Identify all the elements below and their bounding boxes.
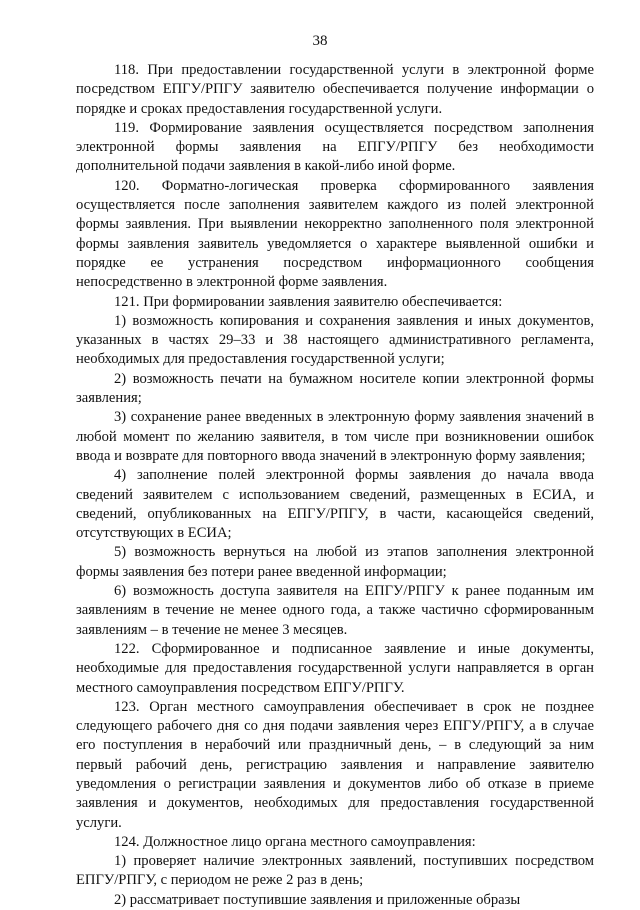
paragraph-122: 122. Сформированное и подписанное заявление и иные документы, необходимые для предоставления государственной услуги направляется в орган местного самоуправления посредством ЕПГУ/РПГУ. (76, 640, 594, 696)
paragraph-118: 118. При предоставлении государственной услуги в электронной форме посредством ЕПГУ/РПГУ заявителю обеспечивается получение информации о порядке и сроках предоставления государственной услуги. (76, 62, 594, 117)
list-item-124-1: 1) проверяет наличие электронных заявлений, поступивших посредством ЕПГУ/РПГУ, с периодом не реже 2 раз в день; (76, 853, 594, 889)
list-item-121-5: 5) возможность вернуться на любой из этапов заполнения электронной формы заявления без потери ранее введенной информации; (76, 544, 594, 580)
page-number: 38 (312, 33, 328, 49)
list-item-121-4: 4) заполнение полей электронной формы заявления до начала ввода сведений заявителем с использованием сведений, размещенных в ЕСИА, и сведений, опубликованных на ЕПГУ/РПГУ, в части, касающейся сведений, отсутствующих в ЕСИА; (76, 467, 594, 542)
document-body (76, 61, 594, 910)
paragraph-124: 124. Должностное лицо органа местного самоуправления: (114, 833, 476, 850)
list-item-124-2: 2) рассматривает поступившие заявления и приложенные образы (114, 891, 521, 908)
list-item-121-3: 3) сохранение ранее введенных в электронную форму заявления значений в любой момент по желанию заявителя, в том числе при возникновении ошибок ввода и возврате для повторного ввода значений в электронную форму заявления; (76, 409, 594, 464)
list-item-121-2: 2) возможность печати на бумажном носителе копии электронной формы заявления; (76, 370, 594, 407)
list-item-121-6: 6) возможность доступа заявителя на ЕПГУ/РПГУ к ранее поданным им заявлениям в течение не менее одного года, а также частично сформированным заявлениям – в течение не менее 3 месяцев. (76, 583, 594, 638)
paragraph-119: 119. Формирование заявления осуществляется посредством заполнения электронной формы заявления на ЕПГУ/РПГУ без необходимости дополнительной подачи заявления в какой-либо иной форме. (76, 119, 594, 175)
paragraph-123: 123. Орган местного самоуправления обеспечивает в срок не позднее следующего рабочего дня со дня подачи заявления через ЕПГУ/РПГУ, а в случае его поступления в нерабочий или праздничный день, – в следующий за ним первый рабочий день, регистрацию заявления и направление заявителю уведомления о регистрации заявления и документов либо об отказе в приеме заявления и документов, необходимых для предоставления государственной услуги. (76, 698, 594, 831)
paragraph-121: 121. При формировании заявления заявителю обеспечивается: (114, 293, 503, 310)
list-item-121-1: 1) возможность копирования и сохранения заявления и иных документов, указанных в частях 29–33 и 38 настоящего административного регламента, необходимых для предоставления государственной услуги; (76, 312, 594, 368)
paragraph-120: 120. Форматно-логическая проверка сформированного заявления осуществляется после заполнения заявителем каждого из полей электронной формы заявления. При выявлении некорректно заполненного поля электронной формы заявления заявитель уведомляется о характере выявленной ошибки и порядке ее устранения посредством информационного сообщения непосредственно в электронной форме заявления. (76, 177, 594, 291)
